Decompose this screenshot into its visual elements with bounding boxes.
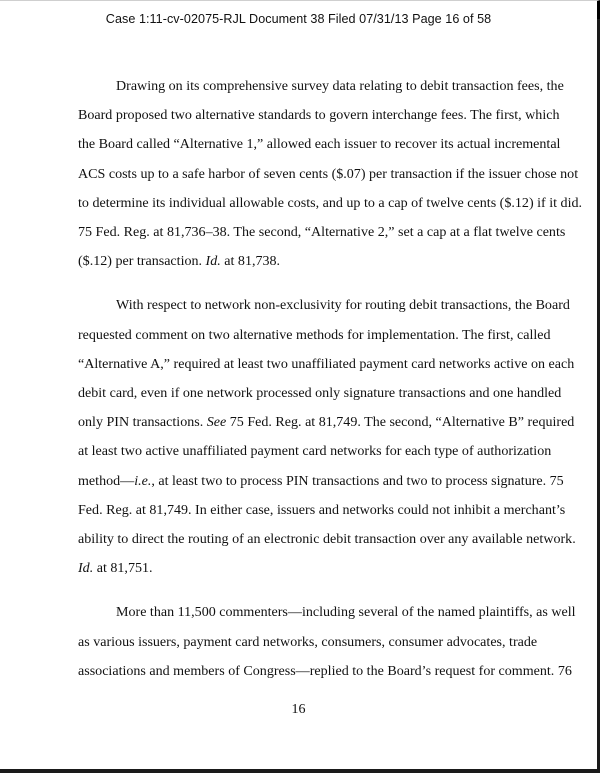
text-line: Drawing on its comprehensive survey data relating to debit transaction fees, the [116,78,564,94]
paragraph-network-exclusivity [78,291,576,583]
citation-signal: Id. [205,253,221,270]
text-line: requested comment on two alternative methods for implementation. The first, called [78,326,551,343]
text-line: as various issuers, payment card networks, consumers, consumer advocates, trade [78,633,538,650]
citation-signal: See [206,414,227,431]
text-line: ability to direct the routing of an electronic debit transaction over any available network. [78,531,576,548]
citation-signal: Id. [78,560,94,577]
text-line: only PIN transactions. See 75 Fed. Reg. at 81,749. The second, “Alternative B” required [78,414,575,431]
text-line: ($.12) per transaction. Id. at 81,738. [78,253,281,270]
paragraph-interchange-fee-alternatives [78,72,583,276]
text-line: Board proposed two alternative standards to govern interchange fees. The first, which [78,107,560,124]
text-line: the Board called “Alternative 1,” allowed each issuer to recover its actual incremental [78,136,561,153]
paragraph-commenters [78,598,576,686]
text-line: to determine its individual allowable costs, and up to a cap of twelve cents ($.12) if it did. [78,194,583,211]
text-line: associations and members of Congress—replied to the Board’s request for comment. 76 [78,662,572,679]
text-line: More than 11,500 commenters—including several of the named plaintiffs, as well [116,604,576,621]
text-line: Fed. Reg. at 81,749. In either case, issuers and networks could not inhibit a merchant’s [78,501,566,518]
document-body [78,72,583,686]
text-line: method—i.e., at least two to process PIN transactions and two to process signature. 75 [78,472,564,489]
text-line: debit card, even if one network processed only signature transactions and one handled [78,385,562,402]
text-line: at least two active unaffiliated payment card networks for each type of authorization [78,443,552,460]
page-number: 16 [291,702,306,717]
text-line: With respect to network non-exclusivity for routing debit transactions, the Board [116,297,570,314]
citation-signal: i.e. [134,472,152,489]
text-line: “Alternative A,” required at least two unaffiliated payment card networks active on each [78,355,575,372]
text-line: 75 Fed. Reg. at 81,736–38. The second, “Alternative 2,” set a cap at a flat twelve cents [78,224,566,241]
text-line: ACS costs up to a safe harbor of seven cents ($.07) per transaction if the issuer chose not [78,165,579,182]
text-line: Id. at 81,751. [78,560,153,577]
case-header: Case 1:11-cv-02075-RJL Document 38 Filed 07/31/13 Page 16 of 58 [105,12,492,26]
